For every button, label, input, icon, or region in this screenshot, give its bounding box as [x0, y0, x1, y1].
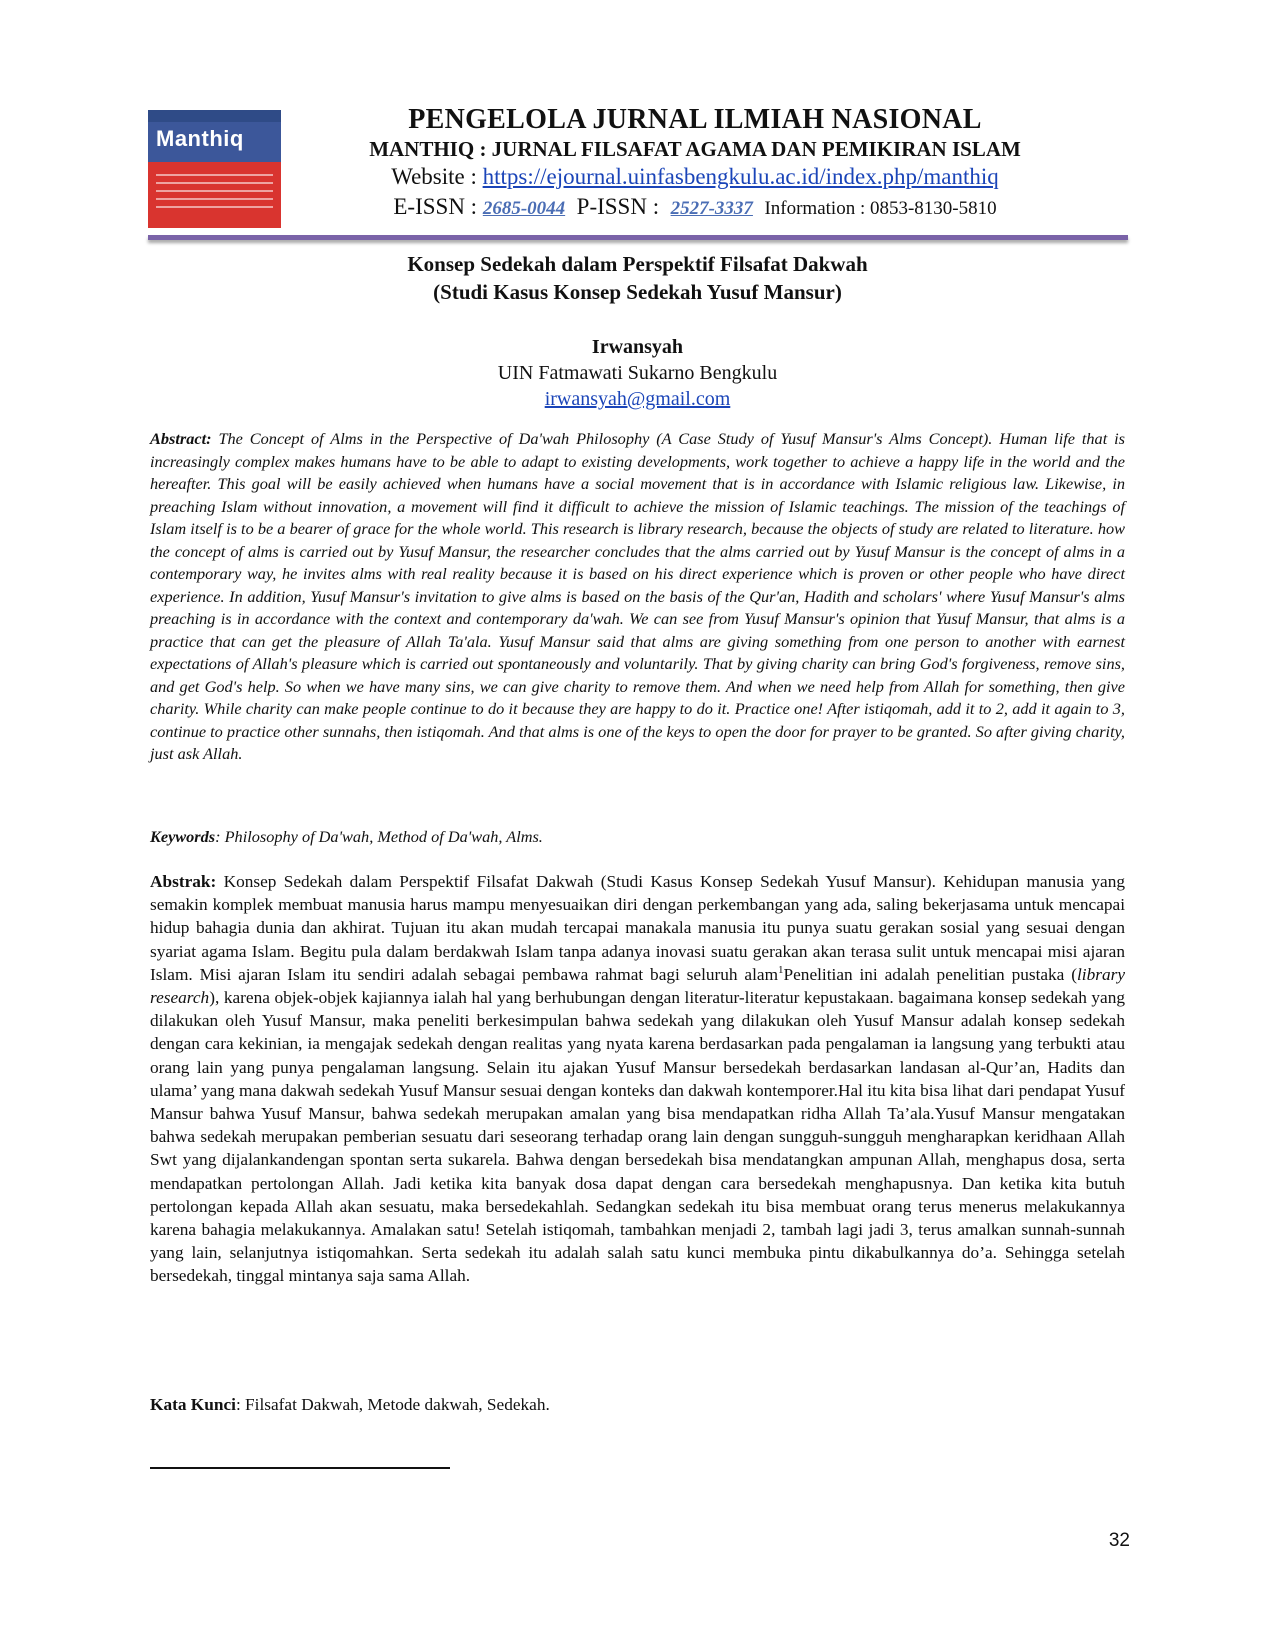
author-email-link[interactable]: irwansyah@gmail.com	[544, 388, 731, 410]
website-label: Website :	[391, 164, 477, 189]
keywords-english	[150, 826, 1125, 849]
footnote-ref[interactable]: 1	[778, 964, 784, 977]
website-line	[300, 162, 1090, 192]
title-line-1: Konsep Sedekah dalam Perspektif Filsafat Dakwah	[407, 252, 868, 276]
abstrak-text-2: Penelitian ini adalah penelitian pustaka (	[783, 964, 1077, 984]
keywords-text: : Philosophy of Da'wah, Method of Da'wah, Alms.	[215, 827, 543, 846]
logo-text: Manthiq	[156, 126, 244, 151]
author-block	[150, 334, 1125, 412]
eissn-label: E-ISSN :	[393, 194, 478, 219]
footnote-divider	[150, 1467, 450, 1469]
title-line-2: (Studi Kasus Konsep Sedekah Yusuf Mansur)	[433, 280, 842, 304]
journal-name: MANTHIQ : JURNAL FILSAFAT AGAMA DAN PEMIKIRAN ISLAM	[369, 137, 1021, 161]
article-title	[150, 250, 1125, 306]
abstract-label: Abstract:	[150, 429, 212, 448]
abstract-text: The Concept of Alms in the Perspective of Da'wah Philosophy (A Case Study of Yusuf Mansur's Alms Concept). Human life that is increasingly complex makes humans have to be able to adapt to existing developments, work together to achieve a happy life in the world and the hereafter. This goal will be easily achieved when humans have a social movement that is in accordance with Islamic religious law. Likewise, in preaching Islam without innovation, a movement will find it difficult to achieve the mission of Islamic teachings. The mission of the teachings of Islam itself is to be a bearer of grace for the whole world. This research is library research, because the objects of study are related to literature. how the concept of alms is carried out by Yusuf Mansur, the researcher concludes that the alms carried out by Yusuf Mansur is the concept of alms in a contemporary way, he invites alms with real reality because it is based on his direct experience which is proven or other people who have direct experience. In addition, Yusuf Mansur's invitation to give alms is based on the basis of the Qur'an, Hadith and scholars' where Yusuf Mansur's alms preaching is in accordance with the context and contemporary da'wah. We can see from Yusuf Mansur's opinion that Yusuf Mansur, that alms is a practice that can get the pleasure of Allah Ta'ala. Yusuf Mansur said that alms are giving something from one person to another with earnest expectations of Allah's pleasure which is carried out spontaneously and voluntarily. That by giving charity can bring God's forgiveness, remove sins, and get God's help. So when we have many sins, we can give charity to remove them. And when we need help from Allah for something, then give charity. While charity can make people continue to do it because they are happy to do it. Practice one! After istiqomah, add it to 2, add it again to 3, continue to practice other sunnahs, then istiqomah. And that alms is one of the keys to open the door for prayer to be granted. So after giving charity, just ask Allah.	[150, 429, 1126, 763]
publisher-title: PENGELOLA JURNAL ILMIAH NASIONAL	[408, 104, 982, 135]
author-name: Irwansyah	[591, 336, 684, 358]
journal-cover-logo	[148, 110, 281, 228]
issn-line	[300, 192, 1090, 224]
abstract-indonesian	[150, 870, 1125, 1288]
keywords-label: Keywords	[150, 827, 216, 846]
abstrak-italic-term: library research	[150, 964, 1125, 1008]
kata-kunci-text: : Filsafat Dakwah, Metode dakwah, Sedekah.	[235, 1395, 550, 1414]
page-number: 32	[1108, 1530, 1130, 1551]
website-link[interactable]: https://ejournal.uinfasbengkulu.ac.id/index.php/manthiq	[482, 164, 999, 189]
pissn-label: P-ISSN :	[576, 194, 660, 219]
pissn-link[interactable]: 2527-3337	[670, 198, 753, 219]
abstrak-label: Abstrak:	[150, 872, 217, 891]
journal-header	[300, 104, 1090, 224]
abstract-english	[150, 428, 1125, 766]
author-affiliation: UIN Fatmawati Sukarno Bengkulu	[497, 362, 778, 384]
kata-kunci-label: Kata Kunci	[150, 1395, 236, 1414]
eissn-link[interactable]: 2685-0044	[482, 198, 566, 219]
abstrak-text-1: Konsep Sedekah dalam Perspektif Filsafat Dakwah (Studi Kasus Konsep Sedekah Yusuf Mansur). Kehidupan manusia yang semakin komplek membuat manusia harus mampu menyesuaikan diri dengan perkembangan yang ada, saling bekerjasama untuk mencapai hidup bahagia dunia dan akhirat. Tujuan itu akan mudah tercapai manakala manusia itu punya suatu gerakan sosial yang sesuai dengan syariat agama Islam. Begitu pula dalam berdakwah Islam tanpa adanya inovasi suatu gerakan akan terasa sulit untuk mencapai misi ajaran Islam. Misi ajaran Islam itu sendiri adalah sebagai pembawa rahmat bagi seluruh alam	[150, 872, 1125, 984]
header-divider	[148, 235, 1128, 240]
keywords-indonesian	[150, 1393, 1125, 1416]
abstrak-text-3: ), karena objek-objek kajiannya ialah hal yang berhubungan dengan literatur-literatur kepustakaan. bagaimana konsep sedekah yang dilakukan oleh Yusuf Mansur, maka peneliti berkesimpulan bahwa sedekah yang dilakukan oleh Yusuf Mansur adalah konsep sedekah dengan cara kekinian, ia mengajak sedekah dengan realitas yang nyata karena berdasarkan pada pengalaman ia langsung yang terbukti atau orang lain yang punya pengalaman langsung. Selain itu ajakan Yusuf Mansur bersedekah berdasarkan landasan al-Qur’an, Hadits dan ulama’ yang mana dakwah sedekah Yusuf Mansur sesuai dengan konteks dan dakwah kontemporer.Hal itu kita bisa lihat dari pendapat Yusuf Mansur bahwa Yusuf Mansur, bahwa sedekah merupakan amalan yang bisa mendapatkan ridha Allah Ta’ala.Yusuf Mansur mengatakan bahwa sedekah merupakan pemberian sesuatu dari seseorang terhadap orang lain dengan sungguh-sungguh mengharapkan keridhaan Allah Swt yang dijalankandengan spontan serta sukarela. Bahwa dengan bersedekah bisa mendatangkan ampunan Allah, menghapus dosa, serta mendapatkan pertolongan Allah. Jadi ketika kita banyak dosa dapat dengan cara bersedekah menghapusnya. Dan ketika kita butuh pertolongan kepada Allah akan sesuatu, maka bersedekahlah. Sedangkan sedekah itu bisa membuat orang terus menerus melakukannya karena bahagia melakukannya. Amalakan satu! Setelah istiqomah, tambahkan menjadi 2, tambah lagi jadi 3, terus amalkan sunnah-sunnah yang lain, selanjutnya istiqomahkan. Serta sedekah itu adalah salah satu kunci membuka pintu dikabulkannya do’a. Sehingga setelah bersedekah, tinggal mintanya saja sama Allah.	[150, 988, 1125, 1286]
information-text: Information : 0853-8130-5810	[764, 198, 997, 219]
